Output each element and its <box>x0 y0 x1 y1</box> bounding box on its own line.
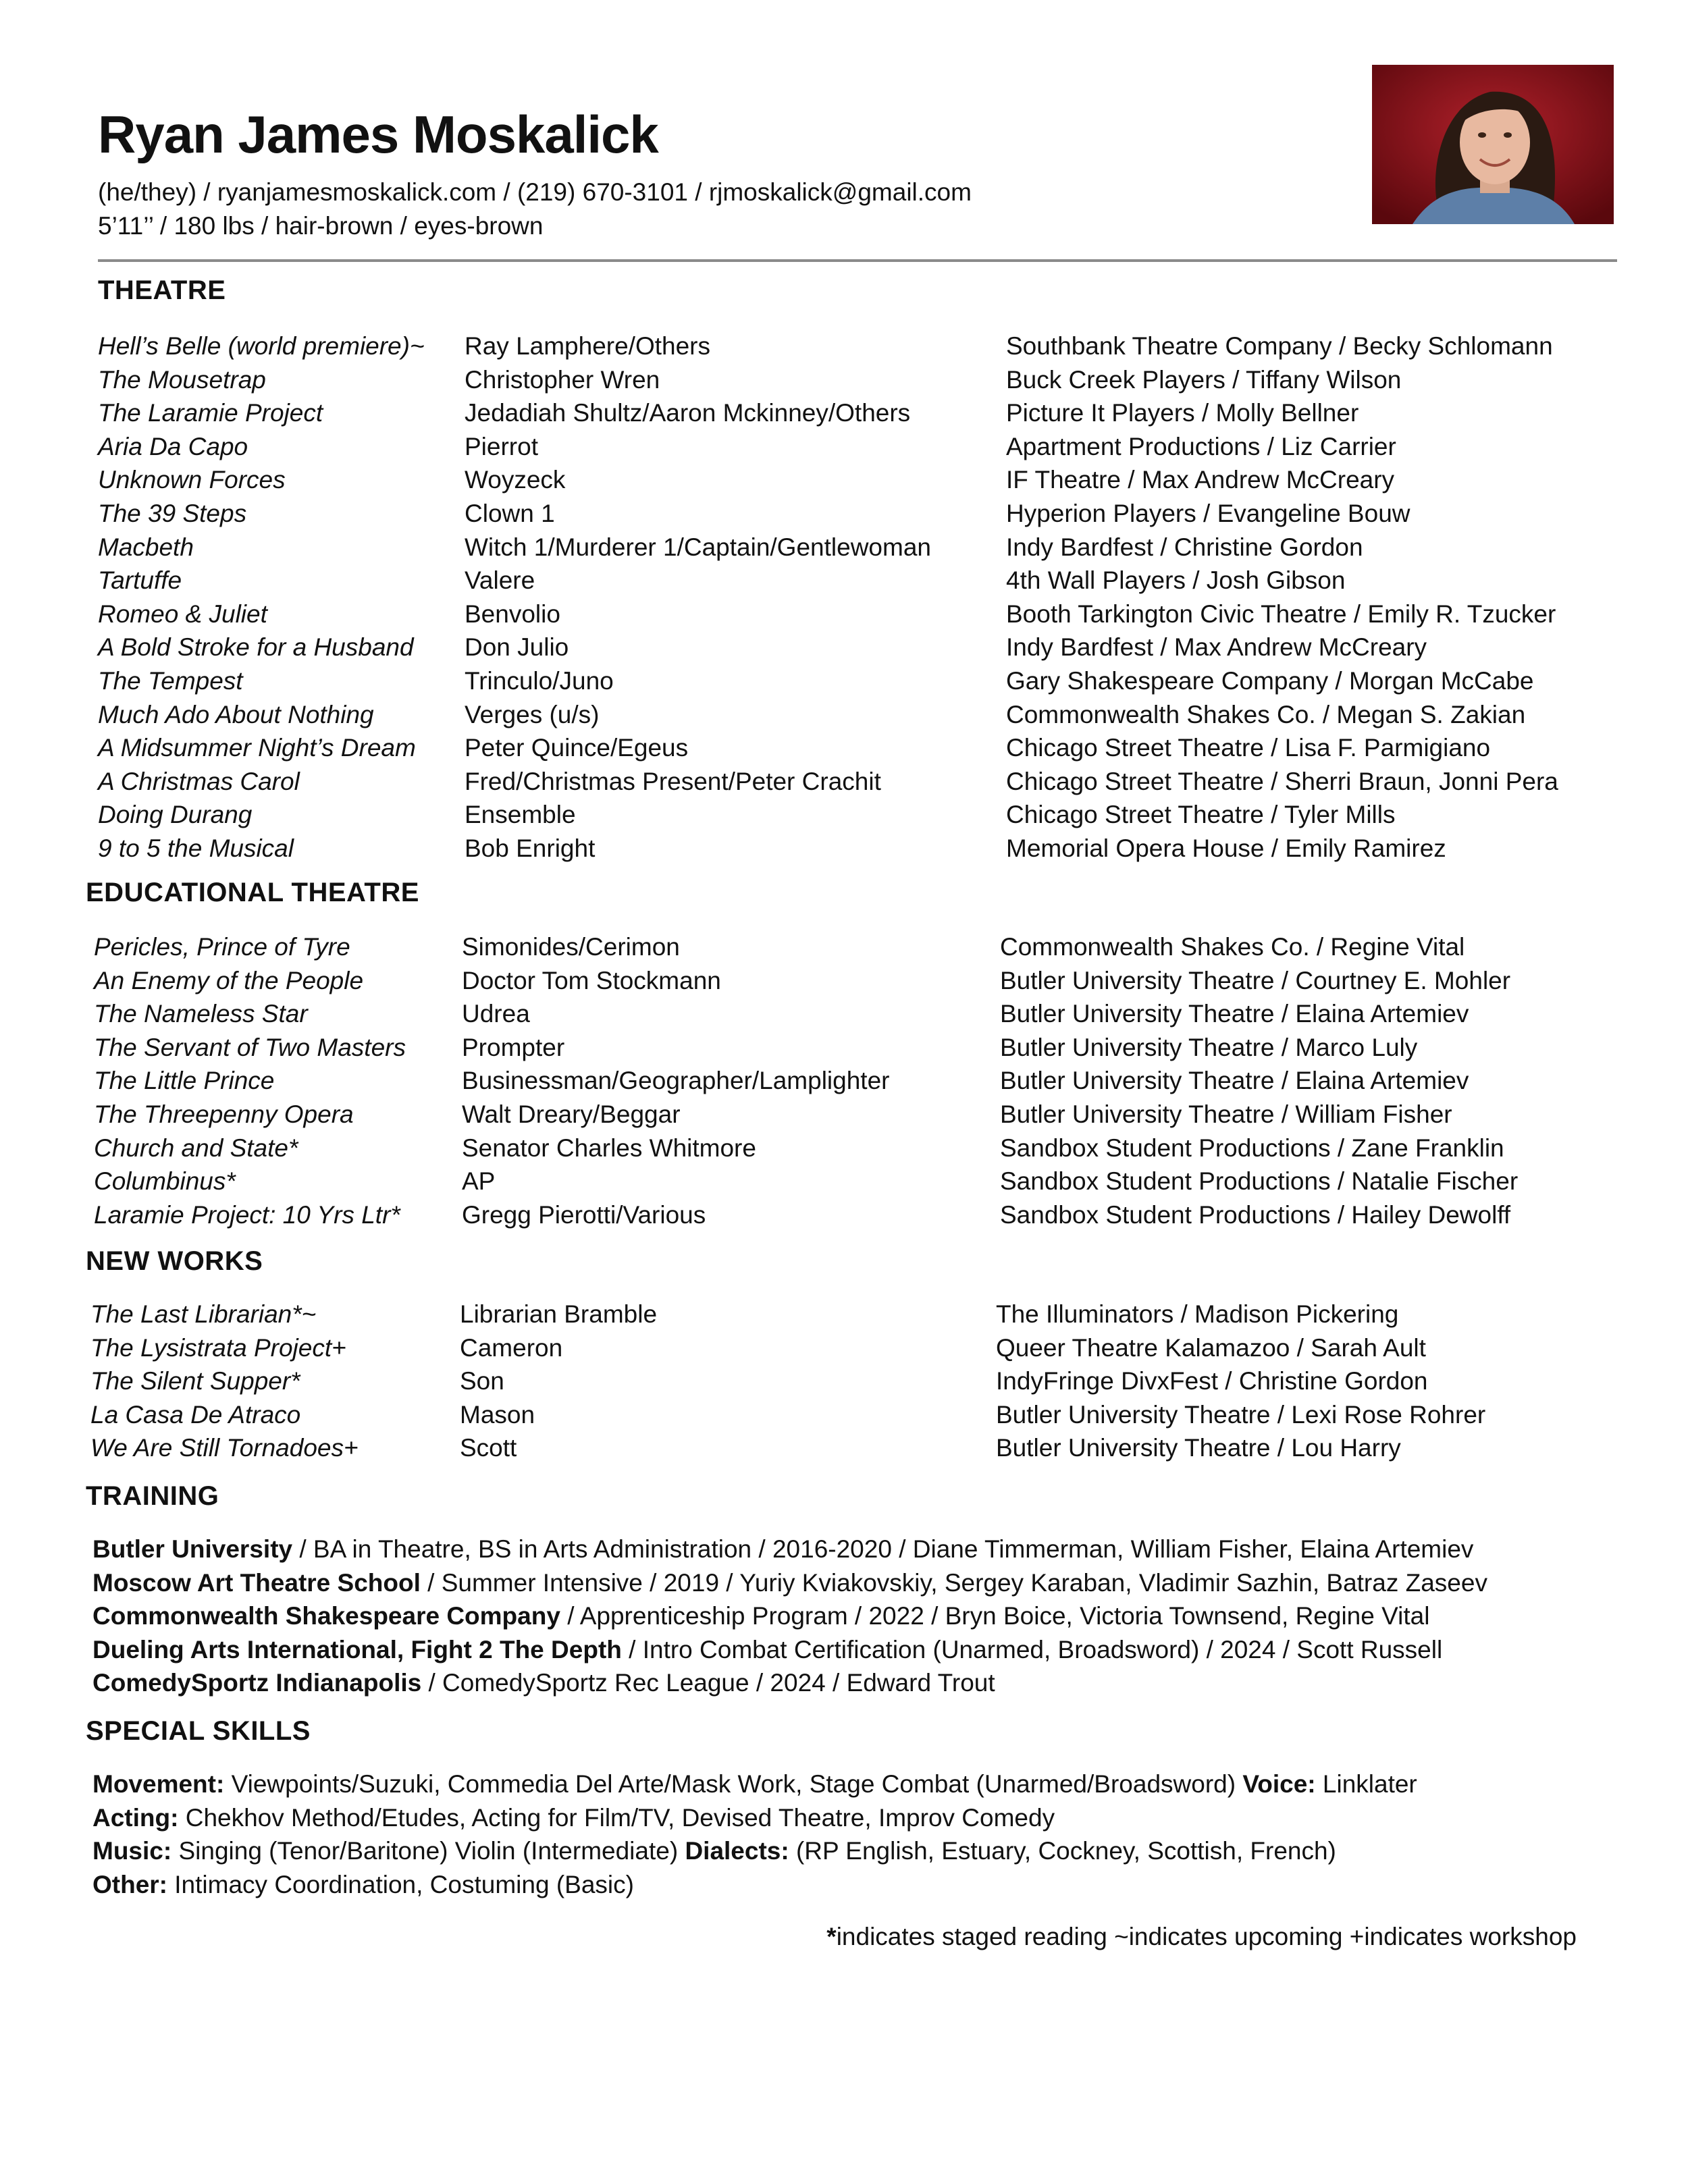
skills-music-row <box>93 1834 1417 1868</box>
skill-label: Dialects: <box>685 1837 789 1865</box>
role-name: Son <box>460 1367 504 1395</box>
production-title: Church and State* <box>94 1134 298 1162</box>
role-name: Clown 1 <box>465 499 555 527</box>
role-name: Gregg Pierotti/Various <box>462 1200 706 1229</box>
skill-label: Music: <box>93 1837 172 1865</box>
role-name: Jedadiah Shultz/Aaron Mckinney/Others <box>465 399 911 427</box>
company-director: Sandbox Student Productions / Zane Franklin <box>1000 1134 1504 1162</box>
production-title: The Servant of Two Masters <box>94 1033 406 1061</box>
production-title: The Silent Supper* <box>90 1367 300 1395</box>
production-title: 9 to 5 the Musical <box>98 834 294 862</box>
company-director: Queer Theatre Kalamazoo / Sarah Ault <box>996 1333 1426 1362</box>
company-director: Butler University Theatre / Lexi Rose Rohrer <box>996 1400 1486 1429</box>
training-item <box>93 1566 1487 1600</box>
role-name: Pierrot <box>465 432 538 460</box>
production-title: Tartuffe <box>98 566 182 595</box>
role-name: Librarian Bramble <box>460 1300 658 1328</box>
role-name: Woyzeck <box>465 466 566 494</box>
production-title: Much Ado About Nothing <box>98 700 374 728</box>
company-director: Apartment Productions / Liz Carrier <box>1006 432 1396 460</box>
role-name: Simonides/Cerimon <box>462 933 680 961</box>
production-title: La Casa De Atraco <box>90 1400 301 1429</box>
legend-star: * <box>826 1923 837 1950</box>
role-name: Peter Quince/Egeus <box>465 734 689 762</box>
company-director: Commonwealth Shakes Co. / Regine Vital <box>1000 933 1465 961</box>
role-name: Prompter <box>462 1033 565 1061</box>
company-director: Gary Shakespeare Company / Morgan McCabe <box>1006 666 1534 695</box>
headshot-photo <box>1372 65 1614 224</box>
company-director: Commonwealth Shakes Co. / Megan S. Zakian <box>1006 700 1526 728</box>
training-school: Commonwealth Shakespeare Company <box>93 1602 560 1630</box>
skills-rows <box>93 1767 1417 1901</box>
role-name: Mason <box>460 1400 535 1429</box>
production-title: An Enemy of the People <box>94 966 364 994</box>
production-title: Romeo & Juliet <box>98 600 267 628</box>
production-title: We Are Still Tornadoes+ <box>90 1434 359 1462</box>
company-director: Southbank Theatre Company / Becky Schlomann <box>1006 332 1553 360</box>
skills-other-row <box>93 1868 1417 1902</box>
training-school: Butler University <box>93 1535 293 1563</box>
company-director: Buck Creek Players / Tiffany Wilson <box>1006 365 1402 394</box>
training-rows <box>93 1533 1487 1700</box>
company-director: Memorial Opera House / Emily Ramirez <box>1006 834 1446 862</box>
headshot-image <box>1372 65 1614 224</box>
production-title: Aria Da Capo <box>98 432 248 460</box>
production-title: The Nameless Star <box>94 1000 308 1028</box>
company-director: Butler University Theatre / Lou Harry <box>996 1434 1401 1462</box>
company-director: 4th Wall Players / Josh Gibson <box>1006 566 1346 595</box>
training-school: ComedySportz Indianapolis <box>93 1669 422 1697</box>
production-title: Laramie Project: 10 Yrs Ltr* <box>94 1200 400 1229</box>
skill-text: Intimacy Coordination, Costuming (Basic) <box>167 1870 634 1898</box>
company-director: Sandbox Student Productions / Natalie Fischer <box>1000 1167 1519 1196</box>
company-director: Butler University Theatre / William Fisher <box>1000 1100 1452 1128</box>
skills-movement-row <box>93 1767 1417 1801</box>
new-works-heading: NEW WORKS <box>86 1246 263 1276</box>
role-name: Walt Dreary/Beggar <box>462 1100 681 1128</box>
training-item <box>93 1666 1487 1700</box>
company-director: The Illuminators / Madison Pickering <box>996 1300 1399 1328</box>
role-name: Scott <box>460 1434 517 1462</box>
skills-heading: SPECIAL SKILLS <box>86 1716 311 1746</box>
company-director: Butler University Theatre / Elaina Artemiev <box>1000 1067 1469 1095</box>
skill-text: Singing (Tenor/Baritone) Violin (Intermediate) <box>172 1837 685 1865</box>
skill-text: Linklater <box>1315 1770 1417 1798</box>
production-title: A Midsummer Night’s Dream <box>98 734 416 762</box>
company-director: Chicago Street Theatre / Sherri Braun, Jonni Pera <box>1006 767 1558 795</box>
production-title: The Last Librarian*~ <box>90 1300 317 1328</box>
production-title: The Mousetrap <box>98 365 266 394</box>
training-heading: TRAINING <box>86 1481 219 1511</box>
production-title: The Laramie Project <box>98 399 323 427</box>
production-title: Macbeth <box>98 533 194 561</box>
role-name: Don Julio <box>465 633 569 662</box>
company-director: Butler University Theatre / Elaina Artemiev <box>1000 1000 1469 1028</box>
role-name: Bob Enright <box>465 834 596 862</box>
production-title: The Threepenny Opera <box>94 1100 354 1128</box>
role-name: Ray Lamphere/Others <box>465 332 711 360</box>
company-director: Picture It Players / Molly Bellner <box>1006 399 1359 427</box>
role-name: Ensemble <box>465 801 576 829</box>
production-title: A Bold Stroke for a Husband <box>98 633 414 662</box>
company-director: Chicago Street Theatre / Tyler Mills <box>1006 801 1396 829</box>
training-details: / BA in Theatre, BS in Arts Administration / 2016-2020 / Diane Timmerman, William Fisher, Elaina Artemiev <box>292 1535 1474 1563</box>
skill-label: Other: <box>93 1870 167 1898</box>
production-title: The Tempest <box>98 666 243 695</box>
training-school: Dueling Arts International, Fight 2 The Depth <box>93 1635 622 1663</box>
skill-text: (RP English, Estuary, Cockney, Scottish, French) <box>789 1837 1336 1865</box>
production-title: The Little Prince <box>94 1067 275 1095</box>
production-title: The 39 Steps <box>98 499 247 527</box>
production-title: Columbinus* <box>94 1167 236 1196</box>
training-details: / Summer Intensive / 2019 / Yuriy Kviakovskiy, Sergey Karaban, Vladimir Sazhin, Batraz Zaseev <box>420 1568 1487 1597</box>
company-director: Indy Bardfest / Max Andrew McCreary <box>1006 633 1427 662</box>
role-name: Cameron <box>460 1333 563 1362</box>
stats-line: 5’11’’ / 180 lbs / hair-brown / eyes-brown <box>98 212 544 240</box>
company-director: IF Theatre / Max Andrew McCreary <box>1006 466 1395 494</box>
company-director: Indy Bardfest / Christine Gordon <box>1006 533 1363 561</box>
role-name: Benvolio <box>465 600 560 628</box>
training-item <box>93 1533 1487 1566</box>
contact-line: (he/they) / ryanjamesmoskalick.com / (219) 670-3101 / rjmoskalick@gmail.com <box>98 178 972 206</box>
production-title: The Lysistrata Project+ <box>90 1333 346 1362</box>
skill-label: Movement: <box>93 1770 225 1798</box>
training-item <box>93 1633 1487 1667</box>
role-name: Valere <box>465 566 535 595</box>
company-director: Butler University Theatre / Courtney E. Mohler <box>1000 966 1511 994</box>
training-item <box>93 1599 1487 1633</box>
role-name: AP <box>462 1167 496 1196</box>
role-name: Udrea <box>462 1000 530 1028</box>
role-name: Trinculo/Juno <box>465 666 614 695</box>
role-name: Fred/Christmas Present/Peter Crachit <box>465 767 881 795</box>
header-divider <box>98 259 1617 262</box>
skills-acting-row <box>93 1801 1417 1835</box>
role-name: Christopher Wren <box>465 365 660 394</box>
skill-label: Acting: <box>93 1803 179 1832</box>
production-title: Doing Durang <box>98 801 253 829</box>
company-director: Sandbox Student Productions / Hailey Dewolff <box>1000 1200 1511 1229</box>
training-details: / Intro Combat Certification (Unarmed, Broadsword) / 2024 / Scott Russell <box>621 1635 1443 1663</box>
role-name: Verges (u/s) <box>465 700 600 728</box>
production-title: Unknown Forces <box>98 466 286 494</box>
company-director: IndyFringe DivxFest / Christine Gordon <box>996 1367 1428 1395</box>
skill-label: Voice: <box>1242 1770 1316 1798</box>
skill-text: Viewpoints/Suzuki, Commedia Del Arte/Mask Work, Stage Combat (Unarmed/Broadsword) <box>224 1770 1243 1798</box>
educational-heading: EDUCATIONAL THEATRE <box>86 878 419 907</box>
legend-text: indicates staged reading ~indicates upcoming +indicates workshop <box>836 1923 1577 1950</box>
training-details: / Apprenticeship Program / 2022 / Bryn Boice, Victoria Townsend, Regine Vital <box>560 1602 1430 1630</box>
role-name: Senator Charles Whitmore <box>462 1134 756 1162</box>
production-title: Hell’s Belle (world premiere)~ <box>98 332 425 360</box>
training-school: Moscow Art Theatre School <box>93 1568 421 1597</box>
training-details: / ComedySportz Rec League / 2024 / Edward Trout <box>421 1669 995 1697</box>
company-director: Hyperion Players / Evangeline Bouw <box>1006 499 1410 527</box>
contact-block <box>98 176 972 243</box>
company-director: Chicago Street Theatre / Lisa F. Parmigiano <box>1006 734 1491 762</box>
resume-name: Ryan James Moskalick <box>98 105 658 164</box>
theatre-heading: THEATRE <box>98 275 226 305</box>
legend-note <box>810 1923 1577 1951</box>
company-director: Booth Tarkington Civic Theatre / Emily R. Tzucker <box>1006 600 1556 628</box>
role-name: Businessman/Geographer/Lamplighter <box>462 1067 890 1095</box>
production-title: Pericles, Prince of Tyre <box>94 933 350 961</box>
role-name: Witch 1/Murderer 1/Captain/Gentlewoman <box>465 533 931 561</box>
company-director: Butler University Theatre / Marco Luly <box>1000 1033 1418 1061</box>
skill-text: Chekhov Method/Etudes, Acting for Film/TV, Devised Theatre, Improv Comedy <box>178 1803 1055 1832</box>
production-title: A Christmas Carol <box>98 767 300 795</box>
role-name: Doctor Tom Stockmann <box>462 966 721 994</box>
